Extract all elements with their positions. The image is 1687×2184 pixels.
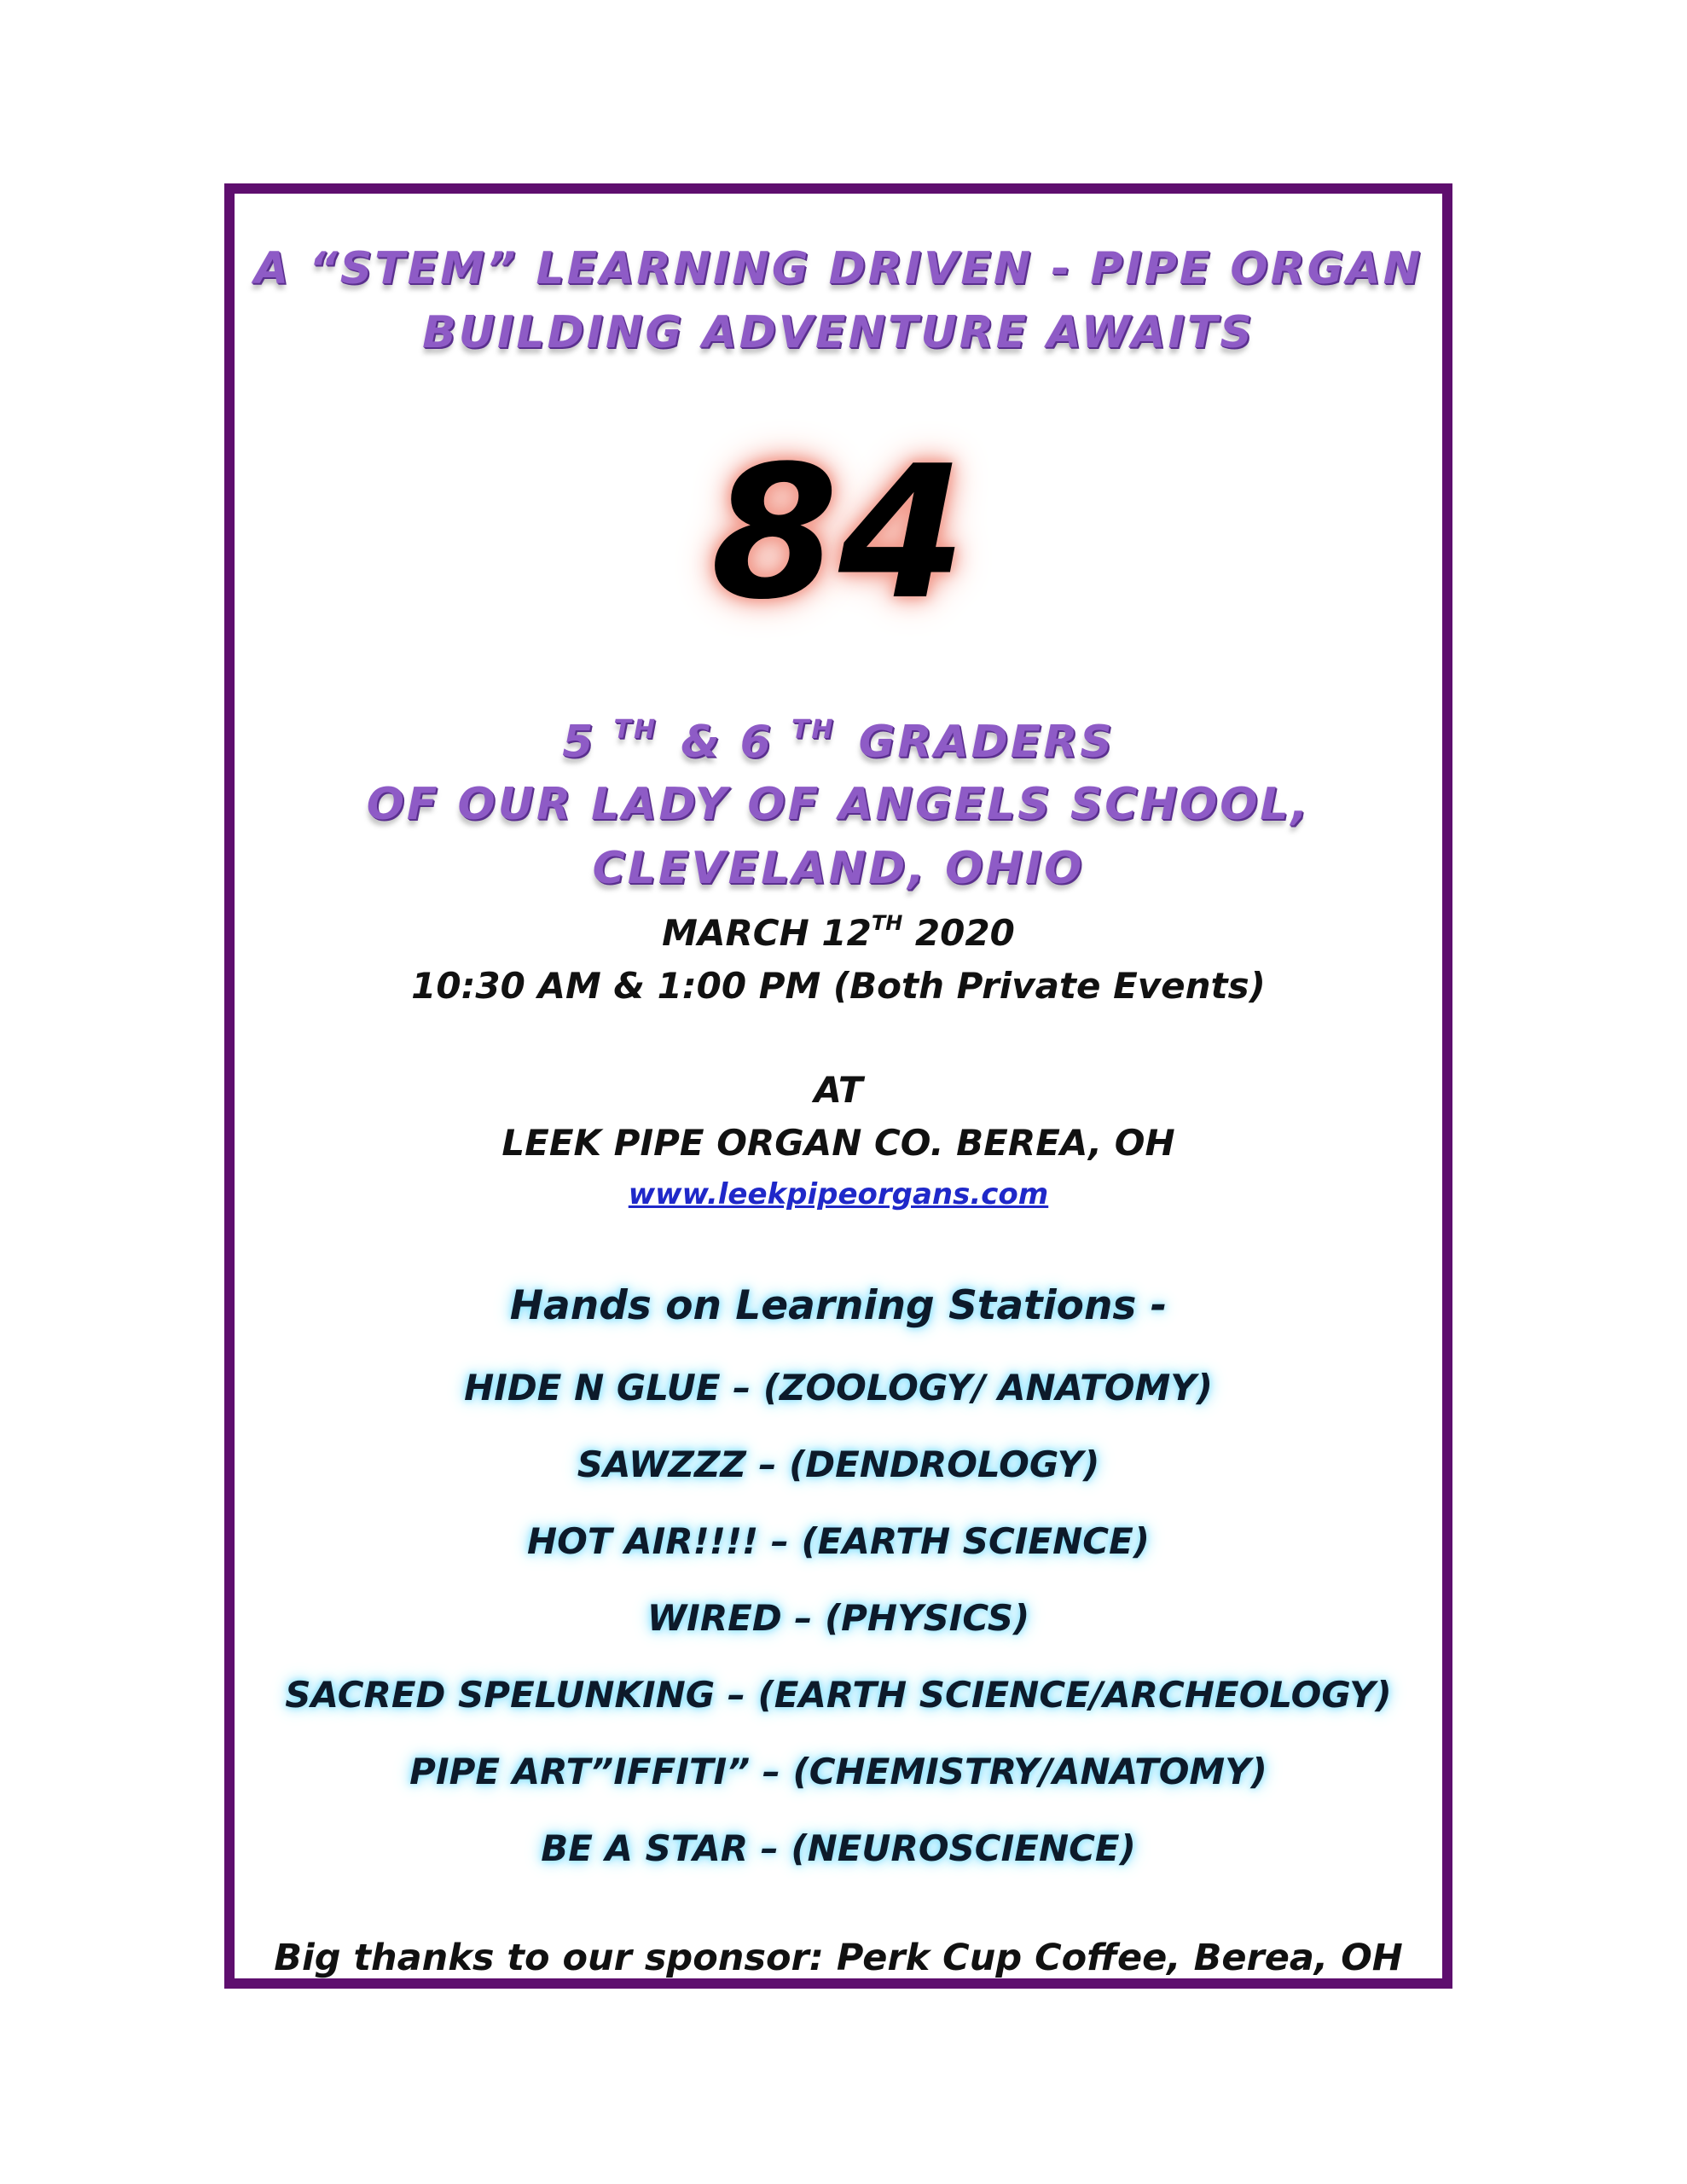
venue-name: LEEK PIPE ORGAN CO. BEREA, OH xyxy=(501,1122,1175,1164)
event-number: 84 xyxy=(710,426,966,640)
grade-a: 5 xyxy=(562,717,596,768)
event-date-year: 2020 xyxy=(902,912,1015,954)
title-line-1: A “STEM” LEARNING DRIVEN - PIPE ORGAN xyxy=(253,243,1423,294)
school-line: OF OUR LADY OF ANGELS SCHOOL, xyxy=(366,779,1311,830)
stations-heading: Hands on Learning Stations - xyxy=(509,1282,1168,1329)
venue-at-label: AT xyxy=(814,1069,863,1111)
station-item: WIRED – (PHYSICS) xyxy=(646,1597,1030,1639)
grade-b: 6 xyxy=(739,717,774,768)
grades-rest: GRADERS xyxy=(858,717,1115,768)
station-item: SACRED SPELUNKING – (EARTH SCIENCE/ARCHEOLOGY) xyxy=(285,1674,1392,1716)
grade-a-suffix: TH xyxy=(613,715,658,745)
station-item: HOT AIR!!!! – (EARTH SCIENCE) xyxy=(527,1520,1150,1562)
grades-line: 5 $^{TH}$ & 6 $^{TH}$ GRADERS xyxy=(562,715,1115,768)
event-date xyxy=(224,911,1452,954)
station-item: SAWZZZ – (DENDROLOGY) xyxy=(577,1443,1100,1485)
station-item: PIPE ART”IFFITI” – (CHEMISTRY/ANATOMY) xyxy=(409,1751,1267,1792)
website-row xyxy=(224,1177,1452,1211)
city-line: CLEVELAND, OHIO xyxy=(592,843,1085,894)
event-times: 10:30 AM & 1:00 PM (Both Private Events) xyxy=(411,965,1266,1007)
event-date-suffix: TH xyxy=(871,911,903,935)
grade-b-suffix: TH xyxy=(791,715,836,745)
station-item: BE A STAR – (NEUROSCIENCE) xyxy=(541,1827,1136,1869)
event-date-month-day: MARCH 12 xyxy=(662,912,872,954)
station-item: HIDE N GLUE – (ZOOLOGY/ ANATOMY) xyxy=(464,1367,1213,1409)
sponsor-line: Big thanks to our sponsor: Perk Cup Coffee, Berea, OH xyxy=(274,1937,1403,1979)
website-link[interactable]: www.leekpipeorgans.com xyxy=(628,1177,1049,1211)
title-line-2: BUILDING ADVENTURE AWAITS xyxy=(422,307,1255,358)
